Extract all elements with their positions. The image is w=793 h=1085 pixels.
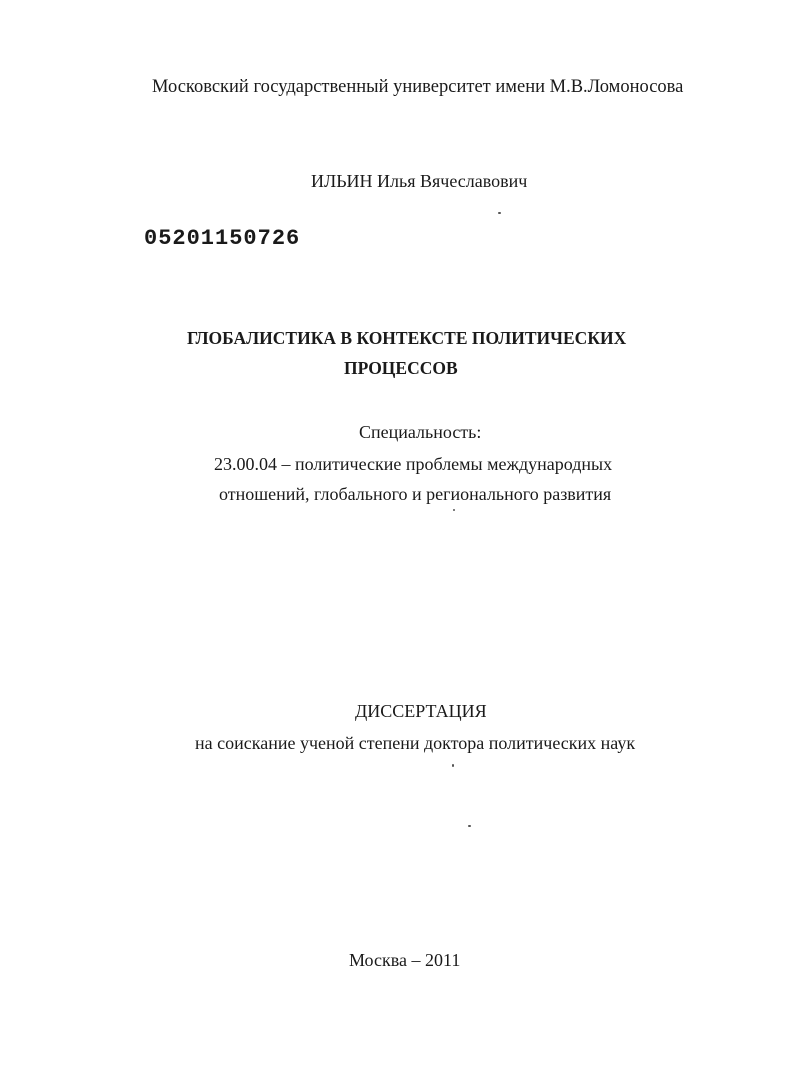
thesis-title-line-1: ГЛОБАЛИСТИКА В КОНТЕКСТЕ ПОЛИТИЧЕСКИХ	[187, 328, 627, 348]
city-year: Москва – 2011	[349, 950, 461, 970]
catalog-code: 05201150726	[144, 226, 301, 251]
scan-speck	[453, 509, 455, 511]
specialty-line-1: 23.00.04 – политические проблемы международных	[214, 454, 613, 474]
document-type: ДИССЕРТАЦИЯ	[355, 701, 487, 721]
scan-speck	[498, 212, 501, 214]
scan-speck	[452, 764, 454, 767]
scan-speck	[468, 825, 471, 827]
author-name: ИЛЬИН Илья Вячеславович	[311, 171, 528, 191]
university-name: Московский государственный университет имени М.В.Ломоносова	[152, 77, 684, 97]
specialty-line-2: отношений, глобального и регионального развития	[219, 484, 612, 504]
specialty-label: Специальность:	[359, 422, 482, 442]
degree-description: на соискание ученой степени доктора политических наук	[195, 733, 636, 753]
thesis-title-line-2: ПРОЦЕССОВ	[344, 358, 458, 378]
